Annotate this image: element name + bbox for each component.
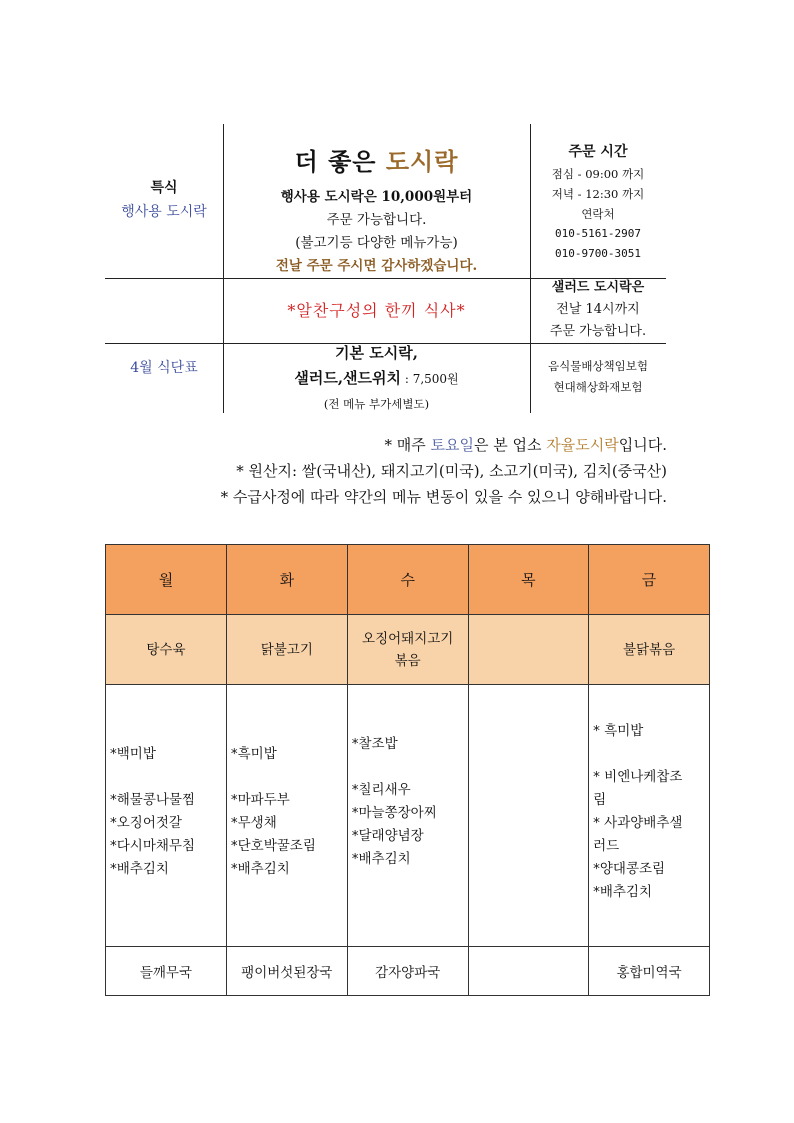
day-header: 금 — [589, 545, 710, 615]
table-row — [106, 947, 710, 996]
day-header: 수 — [347, 545, 468, 615]
table-row — [106, 615, 710, 685]
side-dishes: * 흑미밥 * 비엔나케찹조 림 * 사과양배추샐 러드 *양대콩조림 *배추김치 — [589, 685, 710, 947]
change-note: * 수급사정에 따라 약간의 메뉴 변동이 있을 수 있으니 양해바랍니다. — [220, 488, 667, 506]
header-info-table — [105, 124, 666, 413]
day-header: 화 — [226, 545, 347, 615]
page-title: 더 좋은 도시락 — [294, 147, 459, 176]
insurance-info: 음식물배상책임보험 현대해상화재보험 — [548, 359, 648, 394]
side-dishes: *찰조밥 *칠리새우 *마늘쫑장아찌 *달래양념장 *배추김치 — [347, 685, 468, 947]
soup: 감자양파국 — [347, 947, 468, 996]
salad-notice: 샐러드 도시락은 전날 14시까지 주문 가능합니다. — [549, 280, 647, 339]
special-label: 특식 행사용 도시락 — [121, 180, 207, 220]
side-dishes — [468, 685, 588, 947]
main-dish: 불닭볶음 — [589, 615, 710, 685]
soup — [468, 947, 588, 996]
origin-note: * 원산지: 쌀(국내산), 돼지고기(미국), 소고기(미국), 김치(중국산) — [236, 462, 667, 480]
main-dish: 탕수육 — [106, 615, 227, 685]
phone-number: 010-9700-3051 — [554, 247, 642, 260]
day-header: 월 — [106, 545, 227, 615]
notes — [221, 432, 667, 510]
main-dish: 오징어돼지고기 볶음 — [347, 615, 468, 685]
order-notice: 전날 주문 주시면 감사하겠습니다. — [275, 258, 478, 274]
event-lunchbox-info: 행사용 도시락은 10,000원부터 주문 가능합니다. (불고기등 다양한 메뉴가능) 전날 주문 주시면 감사하겠습니다. — [223, 186, 530, 278]
day-header: 목 — [468, 545, 588, 615]
soup: 홍합미역국 — [589, 947, 710, 996]
basic-price-info: 기본 도시락, 샐러드,샌드위치 : 7,500원 (전 메뉴 부가세별도) — [294, 344, 459, 411]
soup: 팽이버섯된장국 — [226, 947, 347, 996]
table-row — [106, 685, 710, 947]
month-label: 4월 식단표 — [130, 360, 198, 376]
weekly-menu-table — [105, 544, 710, 996]
main-dish — [468, 615, 588, 685]
phone-number: 010-5161-2907 — [554, 227, 642, 240]
slogan: *알찬구성의 한끼 식사* — [287, 301, 466, 320]
saturday-note: * 매주 토요일은 본 업소 자율도시락입니다. — [384, 436, 667, 454]
table-row — [106, 545, 710, 615]
side-dishes: *백미밥 *해물콩나물찜 *오징어젓갈 *다시마채무침 *배추김치 — [106, 685, 227, 947]
main-dish: 닭불고기 — [226, 615, 347, 685]
order-time-box: 주문 시간 점심 - 09:00 까지 저녁 - 12:30 까지 연락처 010-5161-2907 010-9700-3051 — [530, 142, 666, 264]
side-dishes: *흑미밥 *마파두부 *무생채 *단호박꿀조림 *배추김치 — [226, 685, 347, 947]
soup: 들깨무국 — [106, 947, 227, 996]
